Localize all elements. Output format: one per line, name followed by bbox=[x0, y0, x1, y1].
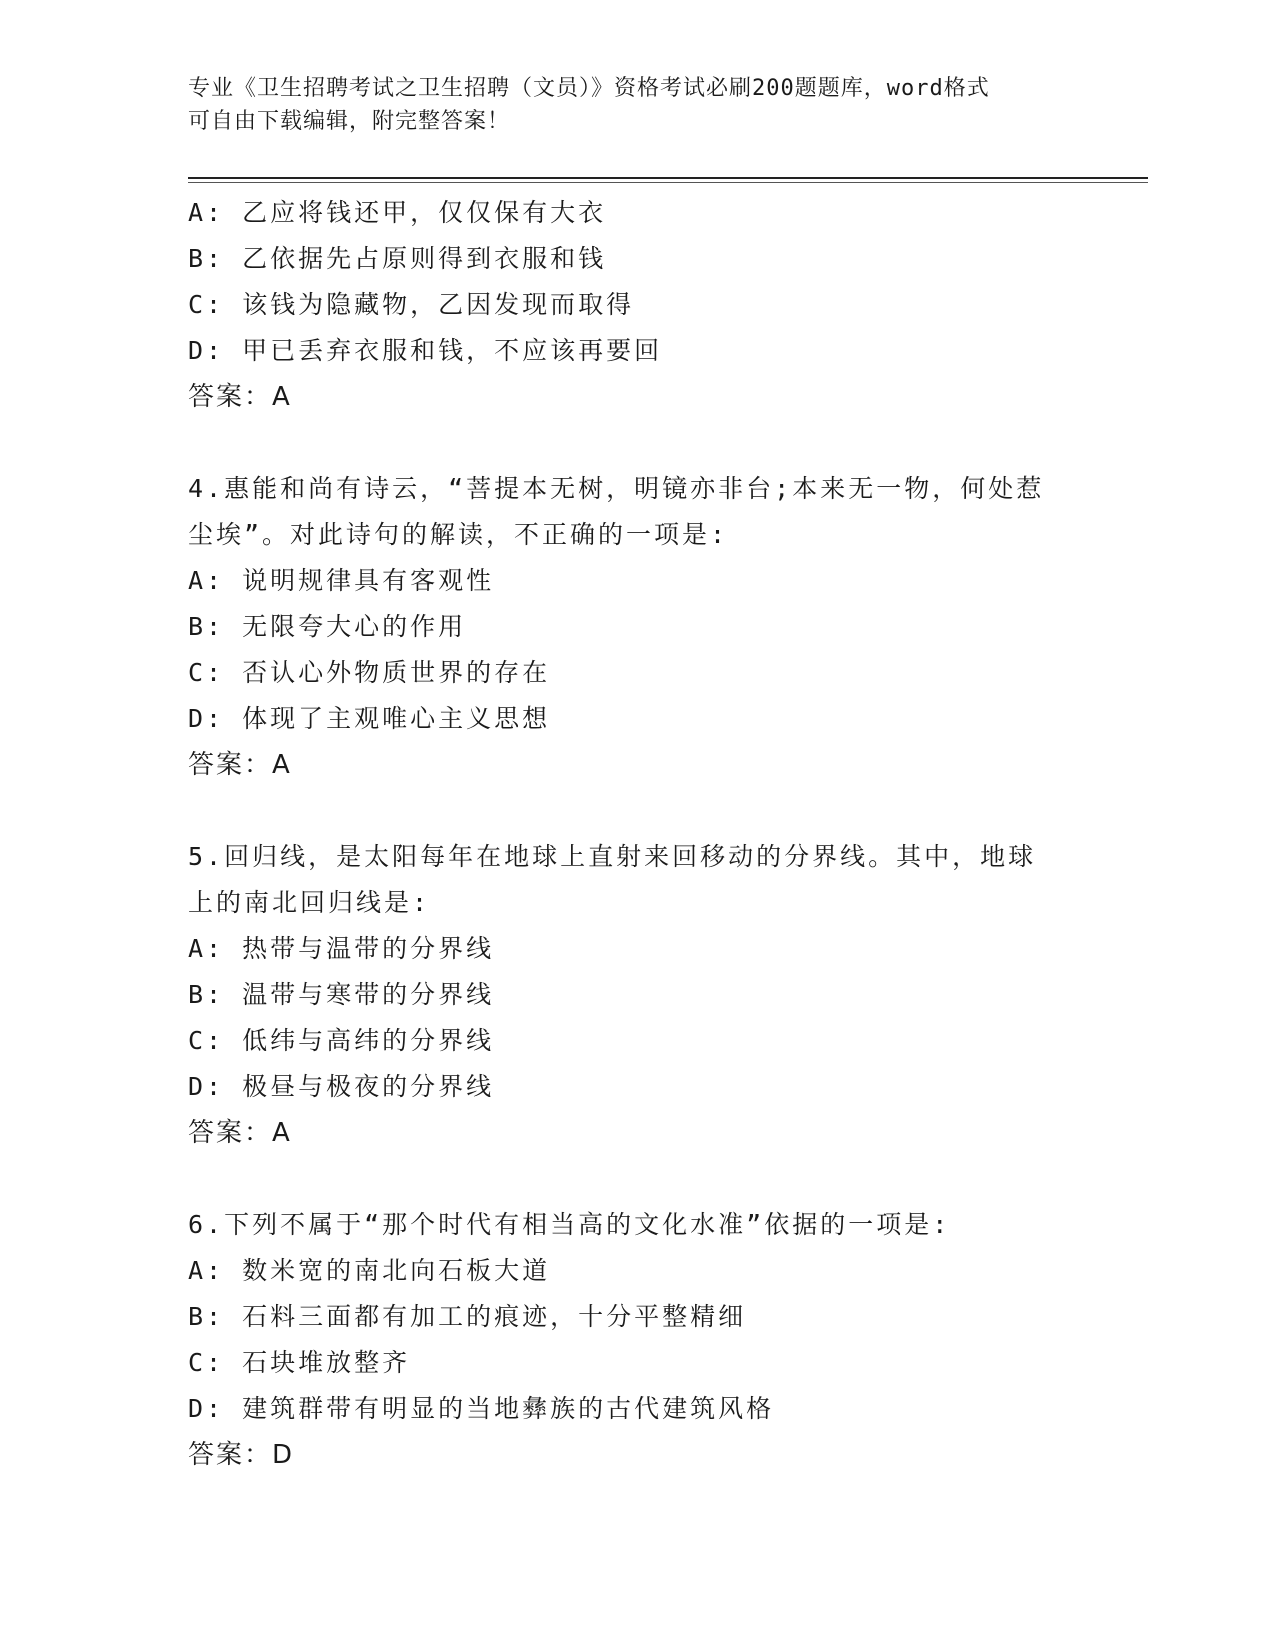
question-text-line-2: 尘埃”。对此诗句的解读，不正确的一项是: bbox=[188, 520, 729, 549]
option-d: D: 甲已丢弃衣服和钱，不应该再要回 bbox=[188, 336, 663, 365]
question-3 bbox=[188, 190, 1088, 420]
spacer bbox=[188, 420, 1088, 466]
question-text-line-1: 5.回归线，是太阳每年在地球上直射来回移动的分界线。其中，地球 bbox=[188, 842, 1037, 871]
option-b: B: 石料三面都有加工的痕迹，十分平整精细 bbox=[188, 1302, 747, 1331]
option-a: A: 乙应将钱还甲，仅仅保有大衣 bbox=[188, 198, 607, 227]
answer-line: 答案：A bbox=[188, 750, 292, 780]
option-c: C: 否认心外物质世界的存在 bbox=[188, 658, 551, 687]
question-5 bbox=[188, 834, 1088, 1156]
option-b: B: 无限夸大心的作用 bbox=[188, 612, 467, 641]
question-text-line-2: 上的南北回归线是: bbox=[188, 888, 431, 917]
option-d: D: 体现了主观唯心主义思想 bbox=[188, 704, 551, 733]
header-line-1: 专业《卫生招聘考试之卫生招聘（文员）》资格考试必刷200题题库，word格式 bbox=[188, 76, 990, 101]
question-list bbox=[188, 190, 1088, 1478]
answer-line: 答案：D bbox=[188, 1440, 295, 1470]
option-c: C: 低纬与高纬的分界线 bbox=[188, 1026, 495, 1055]
question-text-line-1: 6.下列不属于“那个时代有相当高的文化水准”依据的一项是: bbox=[188, 1210, 951, 1239]
answer-line: 答案：A bbox=[188, 382, 292, 412]
spacer bbox=[188, 788, 1088, 834]
question-4 bbox=[188, 466, 1088, 788]
header-divider-thin bbox=[188, 182, 1148, 183]
option-a: A: 热带与温带的分界线 bbox=[188, 934, 495, 963]
option-a: A: 数米宽的南北向石板大道 bbox=[188, 1256, 551, 1285]
spacer bbox=[188, 1156, 1088, 1202]
option-b: B: 温带与寒带的分界线 bbox=[188, 980, 495, 1009]
header-line-2: 可自由下载编辑，附完整答案！ bbox=[188, 109, 511, 134]
answer-line: 答案：A bbox=[188, 1118, 292, 1148]
option-c: C: 石块堆放整齐 bbox=[188, 1348, 411, 1377]
question-text-line-1: 4.惠能和尚有诗云，“菩提本无树，明镜亦非台;本来无一物，何处惹 bbox=[188, 474, 1045, 503]
option-d: D: 极昼与极夜的分界线 bbox=[188, 1072, 495, 1101]
header-divider-thick bbox=[188, 177, 1148, 179]
option-a: A: 说明规律具有客观性 bbox=[188, 566, 495, 595]
option-c: C: 该钱为隐藏物，乙因发现而取得 bbox=[188, 290, 635, 319]
question-6 bbox=[188, 1202, 1088, 1478]
document-header bbox=[188, 72, 1088, 138]
option-d: D: 建筑群带有明显的当地彝族的古代建筑风格 bbox=[188, 1394, 775, 1423]
option-b: B: 乙依据先占原则得到衣服和钱 bbox=[188, 244, 607, 273]
